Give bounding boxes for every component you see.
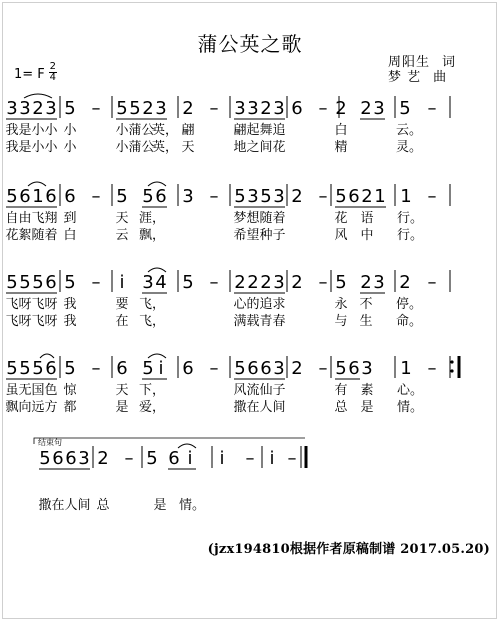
lyric-syllable: 远	[31, 400, 45, 415]
note: 2	[361, 186, 373, 207]
note: 6	[247, 358, 259, 379]
lyric-syllable: 子	[272, 228, 286, 243]
lyric-syllable: 国	[31, 383, 45, 398]
lyric-syllable: 不	[359, 297, 373, 312]
lyric-syllable: 飞	[31, 297, 45, 312]
note: 1	[32, 186, 44, 207]
lyric-syllable: 下，	[138, 383, 166, 398]
note: 5	[32, 358, 44, 379]
lyric-syllable: 风	[334, 228, 348, 243]
note: 5	[399, 98, 411, 119]
lyric-syllable: 都	[63, 400, 77, 415]
lyric-syllable: 虽	[5, 383, 19, 398]
lyric-syllable: 飞	[31, 314, 45, 329]
note: 6	[45, 186, 57, 207]
lyric-syllable: 云。	[395, 123, 423, 138]
lyric-syllable: 情。	[178, 498, 206, 513]
note: i	[219, 448, 225, 469]
lyric-verse-2	[0, 140, 500, 156]
credit-lyricist	[388, 55, 455, 70]
lyric-syllable: 翔	[44, 211, 58, 226]
note: 6	[116, 358, 128, 379]
sustain-dash: –	[427, 186, 437, 207]
note: 6	[291, 98, 303, 119]
lyric-syllable: 随	[31, 228, 45, 243]
lyric-syllable: 小	[115, 140, 129, 155]
note: 1	[374, 186, 386, 207]
note: 6	[348, 358, 360, 379]
note: 5	[6, 358, 18, 379]
score-system-2	[0, 174, 500, 264]
lyric-syllable: 飘	[5, 400, 19, 415]
lyric-syllable: 生	[359, 314, 373, 329]
note: 3	[155, 98, 167, 119]
lyric-syllable: 翩	[233, 123, 247, 138]
note: 2	[399, 272, 411, 293]
sustain-dash: –	[91, 186, 101, 207]
note: 6	[45, 358, 57, 379]
lyricist-name: 周阳生	[388, 55, 431, 70]
lyric-syllable: 与	[334, 314, 348, 329]
sustain-dash: –	[209, 186, 219, 207]
lyric-syllable: 春	[272, 314, 286, 329]
note: 4	[155, 272, 167, 293]
lyric-syllable: 在	[51, 498, 65, 513]
note: 5	[142, 186, 154, 207]
lyric-syllable: 总	[96, 498, 110, 513]
lyric-verse-1	[0, 297, 500, 313]
lyric-syllable: 求	[272, 297, 286, 312]
note: 3	[19, 98, 31, 119]
sustain-dash: –	[91, 358, 101, 379]
note: 3	[273, 272, 285, 293]
note: 5	[64, 272, 76, 293]
lyric-syllable: 是	[360, 400, 374, 415]
lyric-syllable: 人	[259, 400, 273, 415]
lyric-verse-1	[0, 123, 500, 139]
score-system-3	[0, 260, 500, 350]
lyric-verse-1	[0, 498, 500, 514]
note: 2	[291, 358, 303, 379]
note: 2	[142, 98, 154, 119]
lyric-syllable: 起	[246, 123, 260, 138]
sustain-dash: –	[318, 98, 328, 119]
lyric-syllable: 小	[115, 123, 129, 138]
lyric-syllable: 花	[5, 228, 19, 243]
note: 3	[45, 98, 57, 119]
credit-composer	[388, 70, 455, 85]
lyric-syllable: 我	[5, 123, 19, 138]
sustain-dash: –	[318, 272, 328, 293]
lyric-syllable: 到	[63, 211, 77, 226]
note: 5	[234, 186, 246, 207]
lyric-syllable: 我	[63, 314, 77, 329]
sustain-dash: –	[209, 98, 219, 119]
lyric-syllable: 英，	[151, 123, 179, 138]
lyric-syllable: 地	[233, 140, 247, 155]
score-system-1	[0, 86, 500, 176]
note: 6	[64, 186, 76, 207]
note: 2	[360, 98, 372, 119]
lyric-syllable: 行。	[396, 228, 424, 243]
note: 1	[400, 358, 412, 379]
sustain-dash: –	[245, 448, 255, 469]
lyric-syllable: 总	[334, 400, 348, 415]
score-system-4	[0, 346, 500, 436]
lyric-syllable: 载	[246, 314, 260, 329]
lyric-syllable: 云	[115, 228, 129, 243]
note: 2	[234, 272, 246, 293]
lyric-syllable: 中	[360, 228, 374, 243]
note: 5	[32, 272, 44, 293]
note: 3	[247, 186, 259, 207]
sustain-dash: –	[427, 272, 437, 293]
note: 5	[335, 186, 347, 207]
lyric-syllable: 要	[115, 297, 129, 312]
lyric-syllable: 灵。	[395, 140, 423, 155]
lyric-syllable: 心	[233, 297, 247, 312]
lyric-syllable: 有	[334, 383, 348, 398]
note: 2	[32, 98, 44, 119]
note: 3	[247, 98, 259, 119]
note: i	[158, 358, 164, 379]
note: 5	[129, 98, 141, 119]
lyric-syllable: 间	[272, 400, 286, 415]
repeat-dot	[450, 369, 453, 372]
lyric-syllable: 小	[63, 123, 77, 138]
note: 3	[273, 186, 285, 207]
note: 3	[142, 272, 154, 293]
lyric-syllable: 公	[141, 140, 155, 155]
lyric-syllable: 舞	[259, 123, 273, 138]
lyric-syllable: 我	[63, 297, 77, 312]
lyric-syllable: 心。	[396, 383, 424, 398]
lyric-syllable: 小	[44, 123, 58, 138]
score-system-5	[0, 436, 500, 526]
lyric-syllable: 蒲	[128, 140, 142, 155]
note: 3	[373, 98, 385, 119]
note: 5	[234, 358, 246, 379]
note: 5	[116, 186, 128, 207]
sustain-dash: –	[287, 448, 297, 469]
note: 3	[78, 448, 90, 469]
lyric-syllable: 满	[233, 314, 247, 329]
lyric-syllable: 行。	[396, 211, 424, 226]
transcriber-note: (jzx194810根据作者原稿制谱 2017.05.20)	[207, 542, 490, 557]
note: i	[187, 448, 193, 469]
lyric-syllable: 是	[115, 400, 129, 415]
lyric-syllable: 天	[181, 140, 195, 155]
note: 5	[6, 186, 18, 207]
note: 5	[146, 448, 158, 469]
song-title: 蒲公英之歌	[197, 32, 303, 56]
lyric-syllable: 花	[272, 140, 286, 155]
lyric-syllable: 飞	[31, 211, 45, 226]
lyric-syllable: 飞	[5, 314, 19, 329]
ending-bracket	[34, 438, 305, 444]
lyric-syllable: 流	[246, 383, 260, 398]
note: 2	[260, 98, 272, 119]
ending-label: 结束句	[38, 438, 62, 447]
note: 3	[373, 272, 385, 293]
lyric-syllable: 命。	[395, 314, 423, 329]
lyric-syllable: 小	[63, 140, 77, 155]
composer-role: 曲	[433, 70, 447, 85]
lyric-syllable: 白	[334, 123, 348, 138]
lyric-syllable: 间	[259, 140, 273, 155]
lyric-syllable: 呀	[44, 314, 58, 329]
lyric-syllable: 向	[18, 400, 32, 415]
note: 5	[19, 358, 31, 379]
lyricist-role: 词	[442, 55, 456, 70]
lyric-syllable: 英，	[151, 140, 179, 155]
lyric-verse-2	[0, 314, 500, 330]
note: 6	[19, 186, 31, 207]
note: 2	[247, 272, 259, 293]
lyric-syllable: 撒	[233, 400, 247, 415]
lyric-syllable: 想	[246, 211, 260, 226]
sustain-dash: –	[209, 272, 219, 293]
lyric-syllable: 梦	[233, 211, 247, 226]
note: 2	[291, 272, 303, 293]
sustain-dash: –	[427, 358, 437, 379]
lyric-syllable: 仙	[259, 383, 273, 398]
lyric-syllable: 追	[272, 123, 286, 138]
lyric-syllable: 无	[18, 383, 32, 398]
lyric-syllable: 天	[115, 211, 129, 226]
note: 5	[260, 186, 272, 207]
lyric-syllable: 是	[18, 123, 32, 138]
lyric-syllable: 爱，	[138, 400, 166, 415]
note: 5	[335, 272, 347, 293]
note: 2	[182, 98, 194, 119]
time-top: 2	[49, 61, 56, 72]
note: 2	[97, 448, 109, 469]
lyric-syllable: 停。	[395, 297, 423, 312]
lyric-syllable: 永	[334, 297, 348, 312]
lyric-verse-1	[0, 211, 500, 227]
note: 5	[182, 272, 194, 293]
lyric-syllable: 子	[272, 383, 286, 398]
lyric-syllable: 在	[115, 314, 129, 329]
lyric-syllable: 随	[259, 211, 273, 226]
lyric-syllable: 是	[153, 498, 167, 513]
lyric-syllable: 的	[246, 297, 260, 312]
note: 1	[400, 186, 412, 207]
lyric-syllable: 絮	[18, 228, 32, 243]
note: 6	[155, 186, 167, 207]
lyric-syllable: 素	[360, 383, 374, 398]
sustain-dash: –	[91, 98, 101, 119]
lyric-syllable: 着	[272, 211, 286, 226]
repeat-dot	[450, 360, 453, 363]
note: 2	[360, 272, 372, 293]
lyric-syllable: 涯，	[138, 211, 166, 226]
lyric-syllable: 由	[18, 211, 32, 226]
note: i	[269, 448, 275, 469]
lyric-syllable: 小	[31, 123, 45, 138]
lyric-syllable: 小	[31, 140, 45, 155]
lyric-syllable: 飘，	[138, 228, 166, 243]
lyric-syllable: 在	[246, 400, 260, 415]
lyric-syllable: 天	[115, 383, 129, 398]
lyric-syllable: 青	[259, 314, 273, 329]
lyric-syllable: 小	[44, 140, 58, 155]
lyric-syllable: 色	[44, 383, 58, 398]
composer-name: 梦 艺	[388, 70, 422, 85]
lyric-syllable: 是	[18, 140, 32, 155]
note: 5	[6, 272, 18, 293]
sustain-dash: –	[318, 186, 328, 207]
lyric-syllable: 我	[5, 140, 19, 155]
lyric-syllable: 自	[5, 211, 19, 226]
lyric-syllable: 公	[141, 123, 155, 138]
time-bottom: 4	[49, 72, 56, 83]
lyric-syllable: 白	[63, 228, 77, 243]
note: 5	[64, 98, 76, 119]
lyric-syllable: 精	[334, 140, 348, 155]
lyric-syllable: 语	[360, 211, 374, 226]
note: 5	[335, 358, 347, 379]
note: 3	[182, 186, 194, 207]
note: 2	[335, 98, 347, 119]
note: 3	[273, 98, 285, 119]
lyric-syllable: 风	[233, 383, 247, 398]
note: 6	[182, 358, 194, 379]
lyric-syllable: 方	[44, 400, 58, 415]
sustain-dash: –	[318, 358, 328, 379]
lyric-syllable: 花	[334, 211, 348, 226]
note: 3	[234, 98, 246, 119]
lyric-syllable: 人	[64, 498, 78, 513]
note: 6	[45, 272, 57, 293]
note: 6	[168, 448, 180, 469]
note: 5	[64, 358, 76, 379]
note: 2	[260, 272, 272, 293]
lyric-syllable: 间	[77, 498, 91, 513]
note: 5	[39, 448, 51, 469]
lyric-syllable: 惊	[63, 383, 77, 398]
lyric-syllable: 望	[246, 228, 260, 243]
lyric-syllable: 追	[259, 297, 273, 312]
note: 6	[52, 448, 64, 469]
lyric-syllable: 飞，	[138, 314, 166, 329]
lyric-verse-2	[0, 228, 500, 244]
note: 6	[65, 448, 77, 469]
key-signature	[14, 61, 57, 85]
note: 2	[291, 186, 303, 207]
credits	[388, 55, 455, 85]
lyric-syllable: 翩	[181, 123, 195, 138]
lyric-syllable: 种	[259, 228, 273, 243]
lyric-syllable: 之	[246, 140, 260, 155]
time-signature	[49, 62, 57, 83]
lyric-syllable: 着	[44, 228, 58, 243]
note: 3	[361, 358, 373, 379]
note: 6	[348, 186, 360, 207]
lyric-syllable: 撒	[38, 498, 52, 513]
lyric-syllable: 呀	[18, 314, 32, 329]
sustain-dash: –	[124, 448, 134, 469]
lyric-syllable: 蒲	[128, 123, 142, 138]
lyric-syllable: 呀	[18, 297, 32, 312]
note: 5	[142, 358, 154, 379]
note: 6	[260, 358, 272, 379]
key-label: 1= F	[14, 67, 45, 82]
lyric-syllable: 希	[233, 228, 247, 243]
note: 5	[19, 272, 31, 293]
lyric-syllable: 飞	[5, 297, 19, 312]
lyric-syllable: 情。	[396, 400, 424, 415]
lyric-verse-2	[0, 400, 500, 416]
note: 3	[6, 98, 18, 119]
lyric-syllable: 呀	[44, 297, 58, 312]
note: 3	[273, 358, 285, 379]
note: i	[119, 272, 125, 293]
sustain-dash: –	[91, 272, 101, 293]
sustain-dash: –	[209, 358, 219, 379]
note: 5	[116, 98, 128, 119]
lyric-syllable: 飞，	[138, 297, 166, 312]
sustain-dash: –	[427, 98, 437, 119]
lyric-verse-1	[0, 383, 500, 399]
